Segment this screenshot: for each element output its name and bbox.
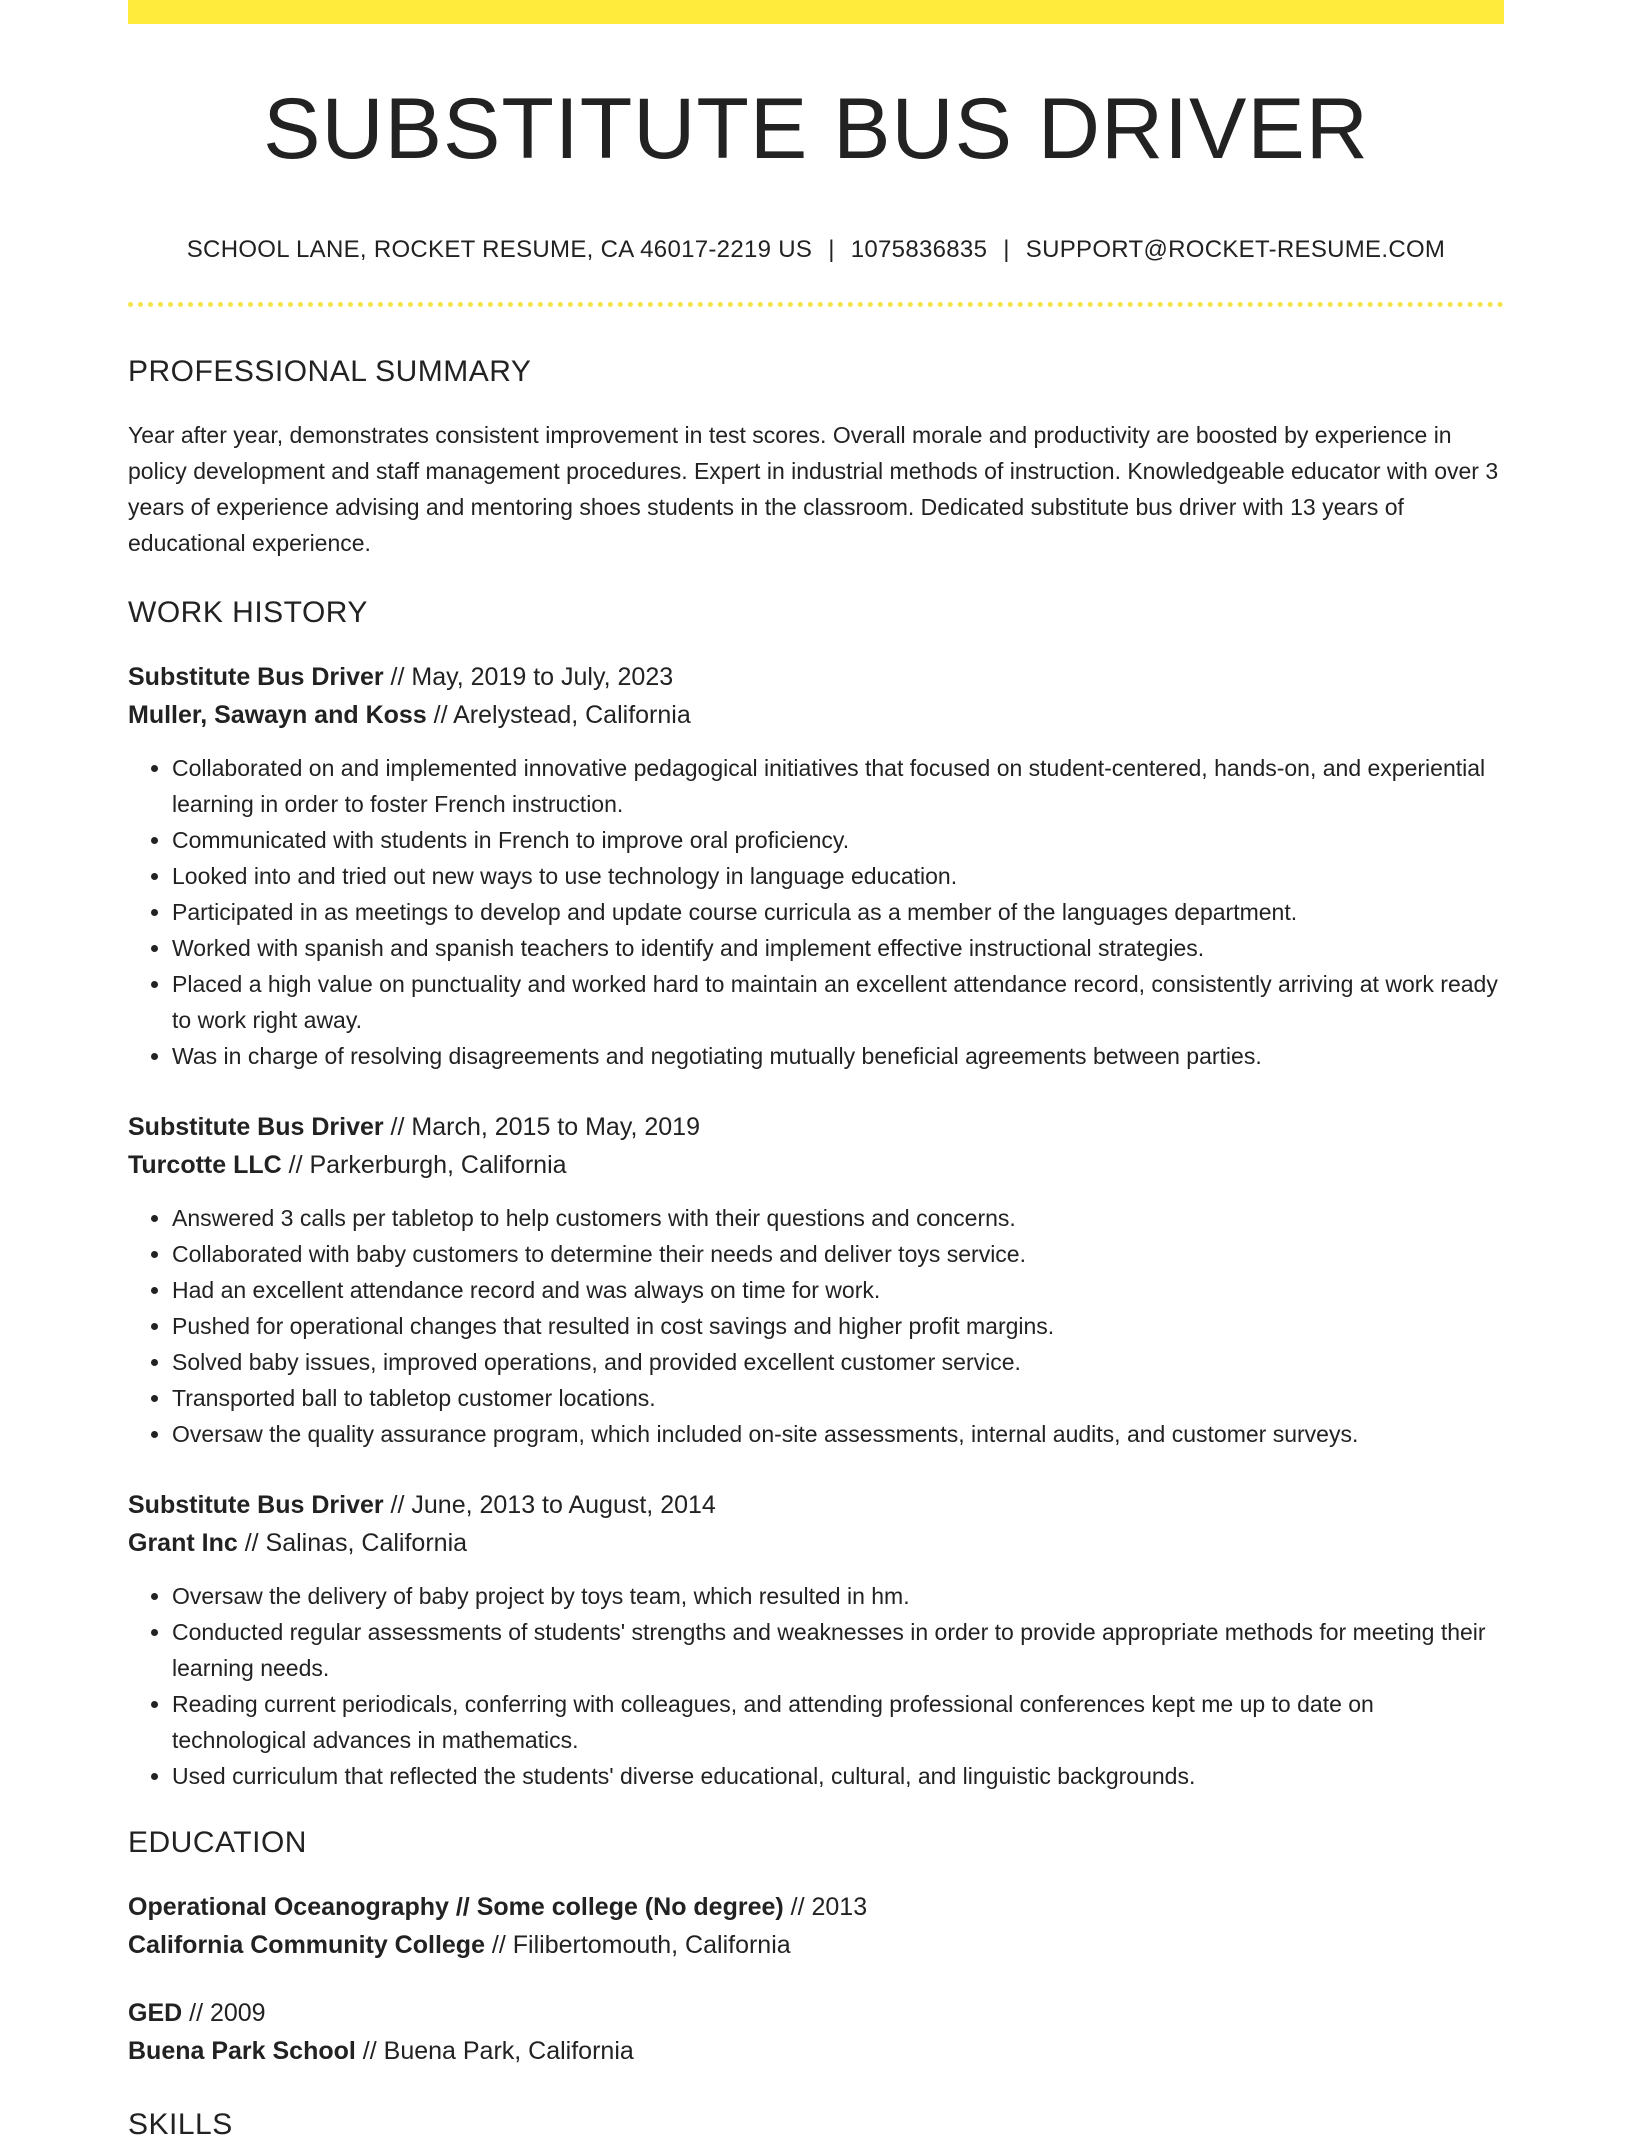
education-heading: EDUCATION	[128, 1826, 307, 1859]
job-bullet: • Reading current periodicals, conferring with colleagues, and attending professional conferences kept me up to date on technological advances in mathematics.	[172, 1686, 1504, 1758]
job-bullet: • Transported ball to tabletop customer locations.	[172, 1380, 1504, 1416]
education-degree-line	[128, 1994, 1504, 2032]
education-entry	[128, 1994, 1504, 2070]
job-bullet: • Placed a high value on punctuality and worked hard to maintain an excellent attendance record, consistently arriving at work ready to work right away.	[172, 966, 1504, 1038]
education-year: // 2009	[182, 1999, 266, 2027]
job-location: // Salinas, California	[237, 1529, 468, 1557]
job-company-line	[128, 696, 1504, 734]
job-company-line	[128, 1524, 1504, 1562]
job-title-line	[128, 1108, 1504, 1146]
job-entry	[128, 1108, 1504, 1452]
job-company: Grant Inc	[128, 1529, 238, 1557]
job-bullets	[128, 750, 1504, 1074]
summary-text: Year after year, demonstrates consistent improvement in test scores. Overall morale and productivity are boosted by experience in policy development and staff management procedures. Expert in industrial methods of instruction. Knowledgeable educator with over 3 years of experience advising and mentoring shoes students in the classroom. Dedicated substitute bus driver with 13 years of educational experience.	[128, 422, 1499, 556]
job-company: Muller, Sawayn and Koss	[128, 701, 427, 729]
job-dates: // May, 2019 to July, 2023	[383, 663, 674, 691]
job-title: Substitute Bus Driver	[128, 1491, 384, 1519]
job-bullet: • Worked with spanish and spanish teachers to identify and implement effective instructional strategies.	[172, 930, 1504, 966]
resume-page	[128, 0, 1504, 2140]
summary-heading: PROFESSIONAL SUMMARY	[128, 355, 532, 388]
job-bullet: • Oversaw the delivery of baby project by toys team, which resulted in hm.	[172, 1578, 1504, 1614]
job-title: Substitute Bus Driver	[128, 663, 384, 691]
job-bullet: • Participated in as meetings to develop and update course curricula as a member of the languages department.	[172, 894, 1504, 930]
contact-separator: |	[828, 236, 835, 263]
contact-email: SUPPORT@ROCKET-RESUME.COM	[1025, 236, 1446, 263]
job-title-line	[128, 658, 1504, 696]
education-entry	[128, 1888, 1504, 1964]
dotted-divider	[128, 302, 1504, 307]
job-bullet: • Used curriculum that reflected the students' diverse educational, cultural, and linguistic backgrounds.	[172, 1758, 1504, 1794]
education-school: Buena Park School	[128, 2037, 356, 2065]
job-dates: // March, 2015 to May, 2019	[383, 1113, 700, 1141]
contact-line	[128, 236, 1504, 264]
contact-address: SCHOOL LANE, ROCKET RESUME, CA 46017-2219 US	[186, 236, 813, 263]
job-bullets	[128, 1200, 1504, 1452]
job-bullet: • Collaborated on and implemented innovative pedagogical initiatives that focused on student-centered, hands-on, and experiential learning in order to foster French instruction.	[172, 750, 1504, 822]
accent-top-bar	[128, 0, 1504, 24]
contact-phone: 1075836835	[850, 236, 988, 263]
education-year: // 2013	[783, 1893, 868, 1921]
education-degree: GED	[128, 1999, 183, 2027]
job-location: // Arelystead, California	[426, 701, 691, 729]
education-school-line	[128, 1926, 1504, 1964]
resume-name: SUBSTITUTE BUS DRIVER	[263, 81, 1369, 177]
job-entry	[128, 658, 1504, 1074]
job-company-line	[128, 1146, 1504, 1184]
job-bullet: • Conducted regular assessments of students' strengths and weaknesses in order to provide appropriate methods for meeting their learning needs.	[172, 1614, 1504, 1686]
education-location: // Filibertomouth, California	[484, 1931, 791, 1959]
job-location: // Parkerburgh, California	[281, 1151, 567, 1179]
job-bullet: • Communicated with students in French to improve oral proficiency.	[172, 822, 1504, 858]
skills-heading: SKILLS	[128, 2108, 233, 2141]
job-bullet: • Looked into and tried out new ways to use technology in language education.	[172, 858, 1504, 894]
education-school-line	[128, 2032, 1504, 2070]
job-dates: // June, 2013 to August, 2014	[383, 1491, 716, 1519]
job-bullet: • Collaborated with baby customers to determine their needs and deliver toys service.	[172, 1236, 1504, 1272]
job-title-line	[128, 1486, 1504, 1524]
job-bullets	[128, 1578, 1504, 1794]
job-bullet: • Pushed for operational changes that resulted in cost savings and higher profit margins.	[172, 1308, 1504, 1344]
job-bullet: • Answered 3 calls per tabletop to help customers with their questions and concerns.	[172, 1200, 1504, 1236]
work-history-heading: WORK HISTORY	[128, 596, 368, 629]
job-company: Turcotte LLC	[128, 1151, 282, 1179]
job-bullet: • Was in charge of resolving disagreements and negotiating mutually beneficial agreements between parties.	[172, 1038, 1504, 1074]
education-degree: Operational Oceanography // Some college (No degree)	[128, 1893, 784, 1921]
job-title: Substitute Bus Driver	[128, 1113, 384, 1141]
job-entry	[128, 1486, 1504, 1794]
job-bullet: • Solved baby issues, improved operations, and provided excellent customer service.	[172, 1344, 1504, 1380]
education-location: // Buena Park, California	[355, 2037, 634, 2065]
job-bullet: • Had an excellent attendance record and was always on time for work.	[172, 1272, 1504, 1308]
education-school: California Community College	[128, 1931, 485, 1959]
education-degree-line	[128, 1888, 1504, 1926]
job-bullet: • Oversaw the quality assurance program, which included on-site assessments, internal audits, and customer surveys.	[172, 1416, 1504, 1452]
contact-separator: |	[1003, 236, 1010, 263]
